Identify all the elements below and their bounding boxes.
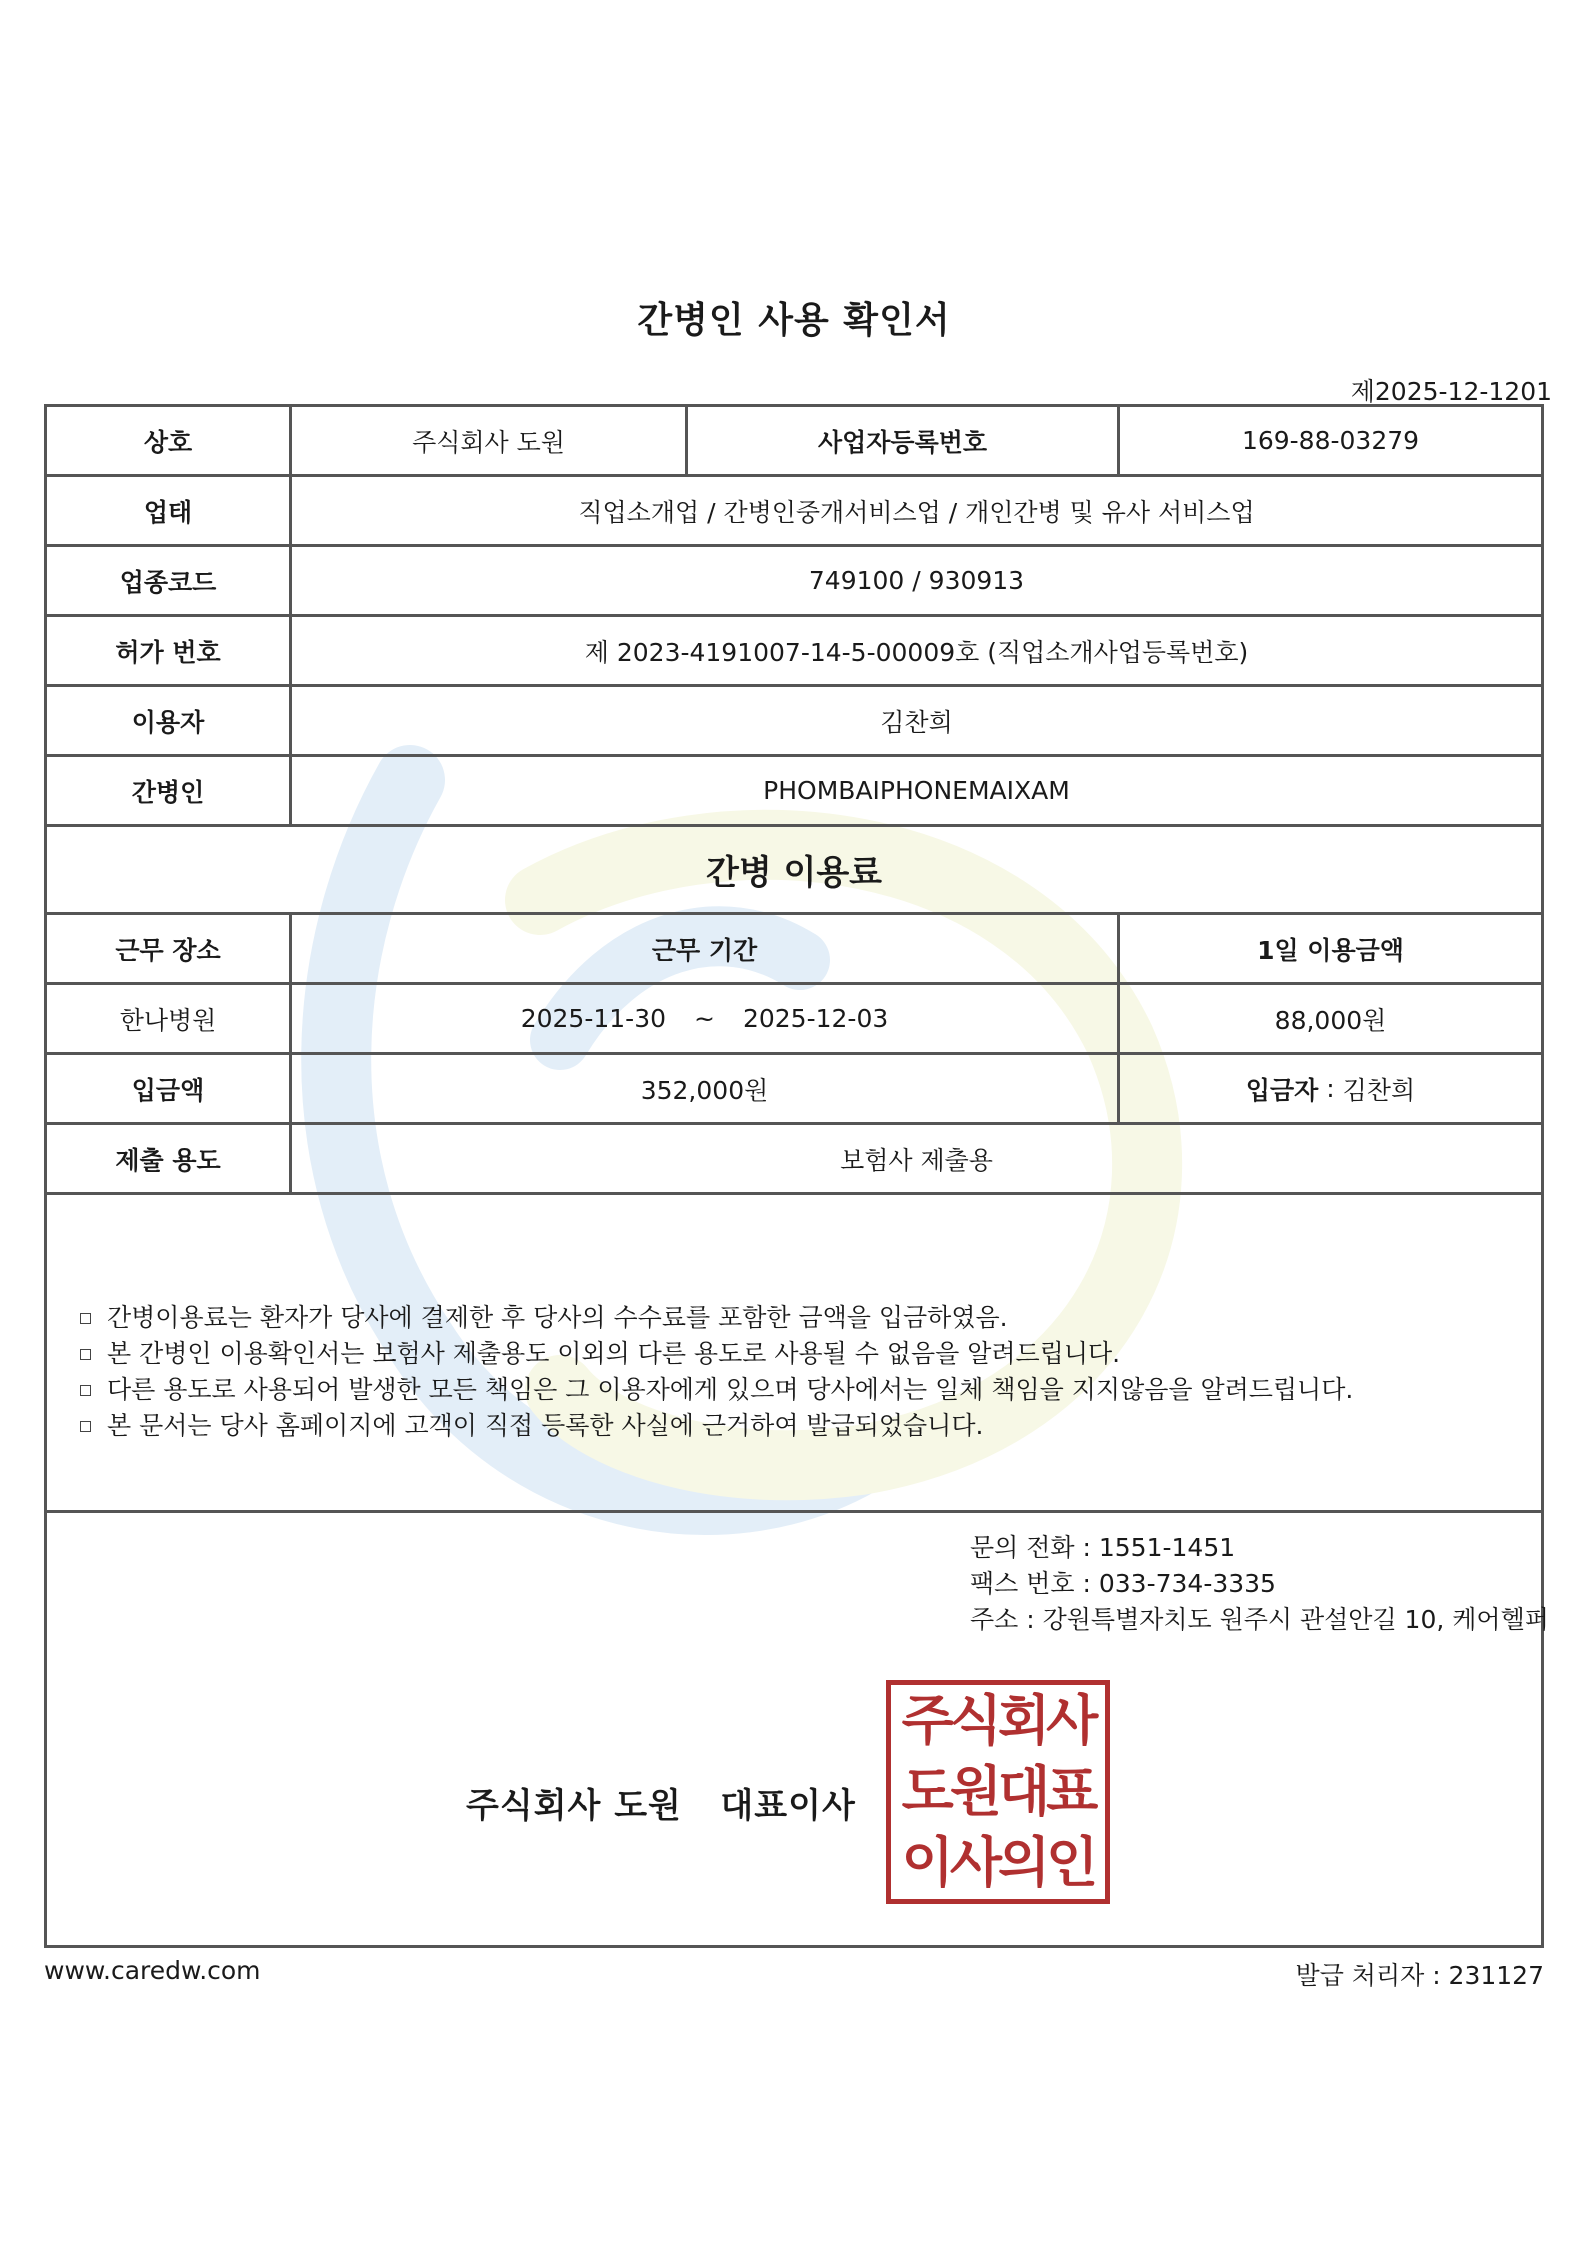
period-separator: ~ bbox=[694, 1004, 715, 1033]
list-item: 본 문서는 당사 홈페이지에 고객이 직접 등록한 사실에 근거하여 발급되었습니다. bbox=[70, 1408, 1353, 1444]
daily-label: 1일 이용금액 bbox=[1257, 935, 1404, 965]
company-value: 주식회사 도원 bbox=[292, 407, 688, 474]
seal-line: 도원대표 bbox=[901, 1759, 1095, 1823]
deposit-label: 입금액 bbox=[47, 1055, 292, 1122]
company-label: 상호 bbox=[47, 407, 292, 474]
contact-address: 주소 : 강원특별자치도 원주시 관설안길 10, 케어헬퍼 bbox=[970, 1605, 1549, 1634]
row-user bbox=[47, 687, 1541, 757]
row-business bbox=[47, 477, 1541, 547]
place-value: 한나병원 bbox=[47, 985, 292, 1052]
row-fee-header bbox=[47, 915, 1541, 985]
seal-line: 주식회사 bbox=[901, 1688, 1095, 1752]
code-value: 749100 / 930913 bbox=[808, 566, 1025, 595]
row-permit bbox=[47, 617, 1541, 687]
period-label: 근무 기간 bbox=[292, 915, 1120, 982]
square-bullet-icon bbox=[80, 1349, 91, 1360]
period-value bbox=[292, 985, 1120, 1052]
depositor-separator: : bbox=[1318, 1074, 1343, 1103]
depositor-label: 입금자 bbox=[1245, 1075, 1319, 1105]
contact-phone: 문의 전화 : 1551-1451 bbox=[970, 1533, 1236, 1562]
business-value: 직업소개업 / 간병인중개서비스업 / 개인간병 및 유사 서비스업 bbox=[578, 497, 1255, 527]
caregiver-label: 간병인 bbox=[47, 757, 292, 824]
list-item: 간병이용료는 환자가 당사에 결제한 후 당사의 수수료를 포함한 금액을 입금하였음. bbox=[70, 1300, 1353, 1336]
square-bullet-icon bbox=[80, 1385, 91, 1396]
deposit-value: 352,000원 bbox=[292, 1055, 1120, 1122]
code-label: 업종코드 bbox=[47, 547, 292, 614]
list-item: 다른 용도로 사용되어 발생한 모든 책임은 그 이용자에게 있으며 당사에서는 일체 책임을 지지않음을 알려드립니다. bbox=[70, 1372, 1353, 1408]
row-caregiver bbox=[47, 757, 1541, 827]
business-label: 업태 bbox=[47, 477, 292, 544]
square-bullet-icon bbox=[80, 1313, 91, 1324]
signer-name: 주식회사 도원 대표이사 bbox=[466, 1786, 856, 1826]
contact-fax: 팩스 번호 : 033-734-3335 bbox=[970, 1569, 1276, 1598]
row-fee-title bbox=[47, 827, 1541, 915]
document-number: 제2025-12-1201 bbox=[1350, 377, 1552, 406]
caregiver-value: PHOMBAIPHONEMAIXAM bbox=[763, 776, 1070, 805]
depositor bbox=[1120, 1055, 1541, 1122]
user-label: 이용자 bbox=[47, 687, 292, 754]
regno-label: 사업자등록번호 bbox=[688, 407, 1120, 474]
period-end: 2025-12-03 bbox=[742, 1004, 889, 1033]
seal-line: 이사의인 bbox=[901, 1831, 1095, 1895]
regno-value: 169-88-03279 bbox=[1241, 426, 1420, 455]
certificate-table bbox=[44, 404, 1544, 1948]
footer-issuer: 발급 처리자 : 231127 bbox=[1295, 1961, 1544, 1990]
fee-section-title: 간병 이용료 bbox=[705, 853, 883, 893]
row-deposit bbox=[47, 1055, 1541, 1125]
footer-website: www.caredw.com bbox=[44, 1956, 261, 1985]
place-label: 근무 장소 bbox=[47, 915, 292, 982]
contact-info bbox=[970, 1530, 1549, 1638]
document-title: 간병인 사용 확인서 bbox=[637, 300, 951, 341]
user-value: 김찬희 bbox=[880, 707, 953, 737]
row-fee-values bbox=[47, 985, 1541, 1055]
square-bullet-icon bbox=[80, 1421, 91, 1432]
permit-value: 제 2023-4191007-14-5-00009호 (직업소개사업등록번호) bbox=[584, 637, 1249, 667]
purpose-label: 제출 용도 bbox=[47, 1125, 292, 1192]
depositor-value: 김찬희 bbox=[1342, 1075, 1416, 1105]
row-purpose bbox=[47, 1125, 1541, 1195]
row-company bbox=[47, 407, 1541, 477]
notes-list bbox=[70, 1300, 1353, 1444]
permit-label: 허가 번호 bbox=[47, 617, 292, 684]
period-start: 2025-11-30 bbox=[520, 1004, 667, 1033]
list-item: 본 간병인 이용확인서는 보험사 제출용도 이외의 다른 용도로 사용될 수 없음을 알려드립니다. bbox=[70, 1336, 1353, 1372]
daily-value: 88,000원 bbox=[1274, 1005, 1387, 1035]
row-code bbox=[47, 547, 1541, 617]
purpose-value: 보험사 제출용 bbox=[840, 1145, 993, 1175]
company-seal-icon bbox=[886, 1680, 1110, 1904]
